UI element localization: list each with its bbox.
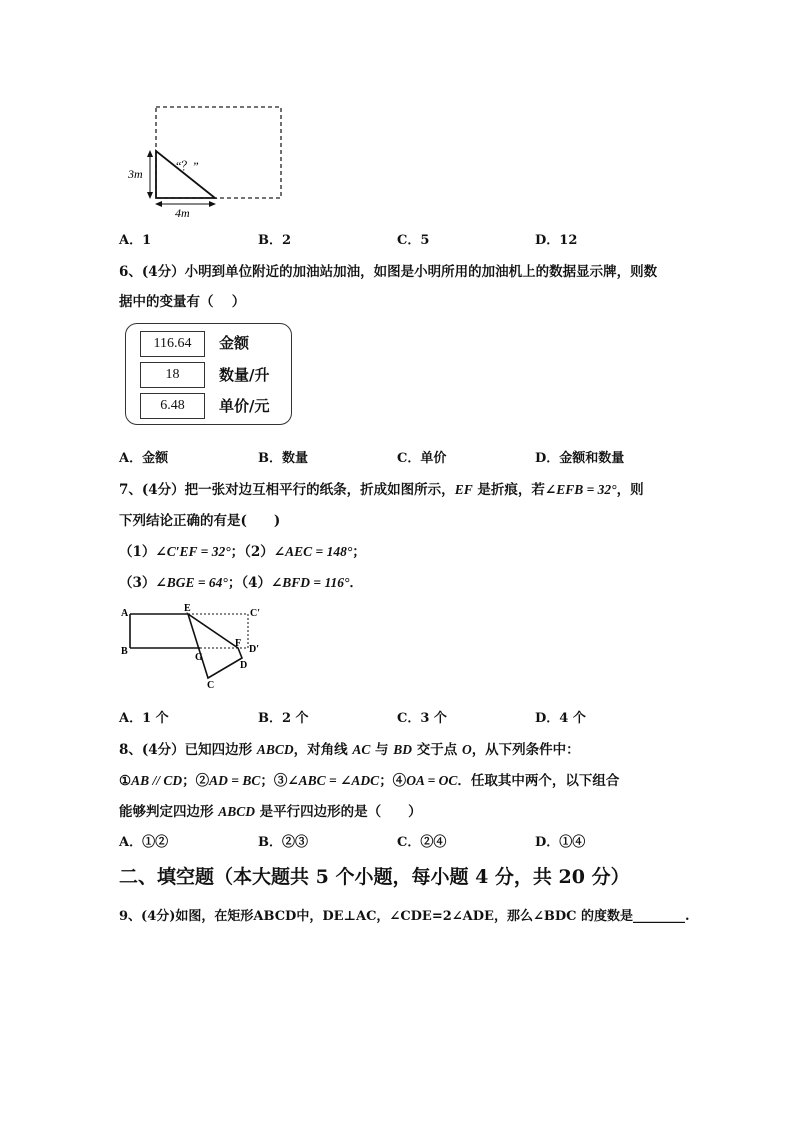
q8-option-c[interactable]: C．②④ [397,835,447,850]
arrow-left-icon [155,201,162,207]
q8-option-d[interactable]: D．①④ [535,835,586,850]
q6-option-d[interactable]: D．金额和数量 [535,451,625,466]
q7-option-c[interactable]: C．3 个 [397,711,447,726]
q5-option-d[interactable]: D．12 [535,233,578,248]
q6-option-c[interactable]: C．单价 [397,451,447,466]
q8-option-a[interactable]: A．①② [119,835,169,850]
label-d-prime: D′ [249,644,260,655]
display-value-quantity: 18 [140,362,205,388]
q7-conditions-line2: （3）∠BGE = 64°；（4）∠BFD = 116°． [119,575,363,591]
label-b: B [121,646,128,657]
dashed-rectangle [156,107,281,198]
q6-option-a[interactable]: A．金额 [119,451,169,466]
display-value-unit-price: 6.48 [140,393,205,419]
label-e: E [184,603,191,614]
section-title-fill-in: 二、填空题（本大题共 5 个小题，每小题 4 分，共 20 分） [119,866,630,888]
q5-option-c[interactable]: C．5 [397,233,430,248]
q8-stem-line3: 能够判定四边形 ABCD 是平行四边形的是（ ） [119,804,422,820]
q7-option-d[interactable]: D．4 个 [535,711,586,726]
q5-figure [118,100,293,220]
q7-option-b[interactable]: B．2 个 [258,711,309,726]
arrow-right-icon [209,201,216,207]
q7-conditions-line1: （1）∠C′EF = 32°；（2）∠AEC = 148°； [119,544,366,560]
q9-stem: 9、(4分)如图，在矩形ABCD中，DE⊥AC，∠CDE=2∠ADE，那么∠BDC 的度数是________. [119,909,690,924]
arrow-up-icon [147,150,153,157]
display-label-amount: 金额 [219,334,250,352]
q8-stem-line2: ①AB // CD；②AD = BC；③∠ABC = ∠ADC；④OA = OC．任取其中两个，以下组合 [119,773,620,789]
q5-option-b[interactable]: B．2 [258,233,292,248]
display-label-quantity: 数量/升 [219,366,270,384]
q5-option-a[interactable]: A．1 [119,233,152,248]
label-c-prime: C′ [250,608,261,619]
display-label-unit-price: 单价/元 [219,397,270,415]
q7-option-a[interactable]: A．1 个 [119,711,169,726]
question-label: “？” [176,159,199,173]
height-label: 3m [128,167,143,181]
q7-folded-strip-figure [116,600,276,695]
label-a: A [121,608,129,619]
q6-stem-line1: 6、(4分）小明到单位附近的加油站加油，如图是小明所用的加油机上的数据显示牌，则数 [119,264,658,280]
arrow-down-icon [147,192,153,199]
width-label: 4m [175,206,190,220]
q6-stem-line2: 据中的变量有（ ） [119,294,246,310]
q7-stem-line1: 7、(4分）把一张对边互相平行的纸条，折成如图所示，EF 是折痕，若∠EFB = 32°，则 [119,482,644,498]
display-value-amount: 116.64 [140,331,205,357]
q7-stem-line2: 下列结论正确的有是( ) [119,513,281,529]
label-g: G [195,652,203,663]
q8-option-b[interactable]: B．②③ [258,835,308,850]
label-d: D [240,660,248,671]
q6-option-b[interactable]: B．数量 [258,451,308,466]
label-c: C [207,680,215,691]
label-f: F [235,638,242,649]
folded-flap [188,614,242,678]
q8-stem-line1: 8、(4分）已知四边形 ABCD，对角线 AC 与 BD 交于点 O，从下列条件中： [119,742,580,758]
